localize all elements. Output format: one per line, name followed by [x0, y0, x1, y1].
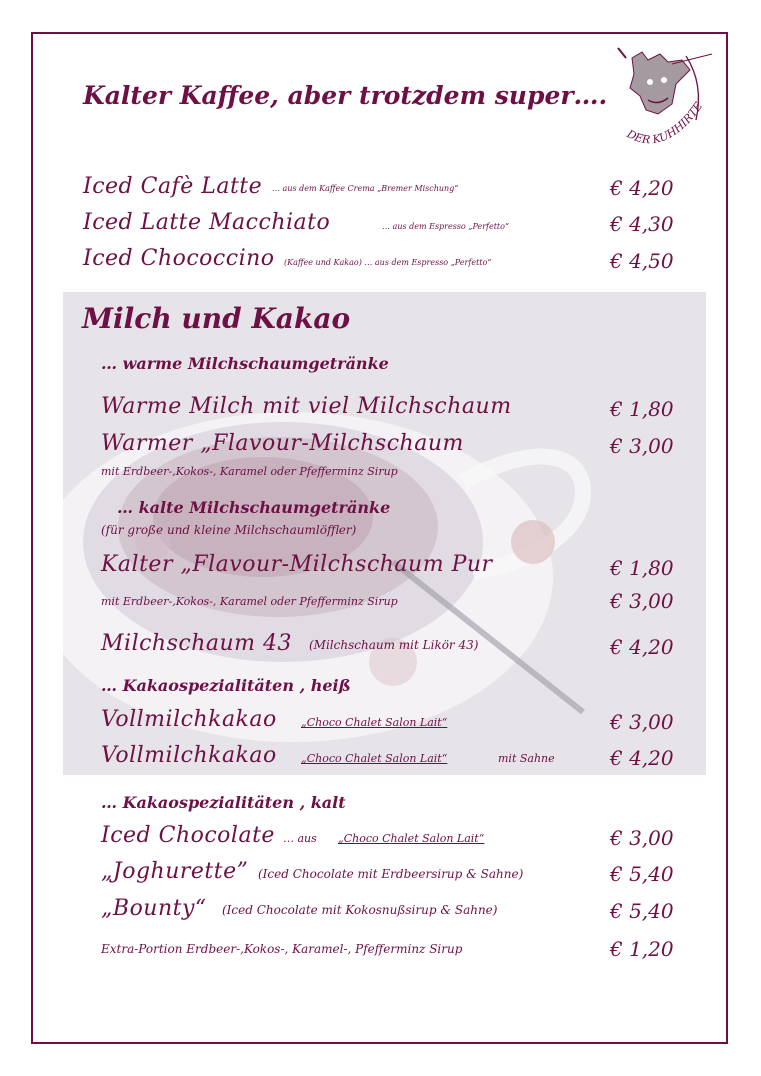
- price-milchschaum-43: € 4,20: [610, 635, 674, 659]
- note-iced-chocolate-pre: … aus: [283, 832, 317, 845]
- price-warme-milch: € 1,80: [610, 397, 674, 421]
- note-cold-subnote: (für große und kleine Milchschaumlöffler): [101, 523, 357, 537]
- price-kalter-flavour: € 1,80: [610, 556, 674, 580]
- price-extra-portion: € 1,20: [610, 937, 674, 961]
- suffix-vollmilchkakao-sahne: mit Sahne: [498, 752, 555, 765]
- note-iced-latte-macchiato: … aus dem Espresso „Perfetto“: [382, 222, 510, 231]
- price-joghurette: € 5,40: [610, 862, 674, 886]
- item-joghurette: „Joghurette”: [101, 859, 249, 884]
- page-title: Kalter Kaffee, aber trotzdem super….: [83, 81, 608, 110]
- note-iced-chococcino: (Kaffee und Kakao) … aus dem Espresso „Perfetto“: [284, 258, 492, 267]
- brand-vollmilchkakao: „Choco Chalet Salon Lait“: [301, 716, 448, 729]
- brand-iced-chocolate: „Choco Chalet Salon Lait“: [338, 832, 485, 845]
- price-iced-chococcino: € 4,50: [610, 249, 674, 273]
- note-bounty: (Iced Chocolate mit Kokosnußsirup & Sahne): [222, 903, 498, 917]
- price-warmer-flavour: € 3,00: [610, 434, 674, 458]
- item-warme-milch: Warme Milch mit viel Milchschaum: [101, 394, 512, 419]
- item-iced-cafe-latte: Iced Cafè Latte: [83, 174, 263, 199]
- price-vollmilchkakao-sahne: € 4,20: [610, 746, 674, 770]
- item-iced-chocolate: Iced Chocolate: [101, 823, 275, 848]
- note-cold-sirup: mit Erdbeer-,Kokos-, Karamel oder Pfefferminz Sirup: [101, 595, 398, 608]
- note-warm-sirup: mit Erdbeer-,Kokos-, Karamel oder Pfefferminz Sirup: [101, 465, 398, 478]
- item-warmer-flavour: Warmer „Flavour-Milchschaum: [101, 431, 464, 456]
- extra-portion: Extra-Portion Erdbeer-,Kokos-, Karamel-, Pfefferminz Sirup: [101, 942, 463, 956]
- item-milchschaum-43: Milchschaum 43: [101, 631, 293, 656]
- heading-cold-cocoa: … Kakaospezialitäten , kalt: [101, 793, 346, 812]
- price-iced-latte-macchiato: € 4,30: [610, 212, 674, 236]
- brand-vollmilchkakao-sahne: „Choco Chalet Salon Lait“: [301, 752, 448, 765]
- note-iced-cafe-latte: … aus dem Kaffee Crema „Bremer Mischung“: [272, 184, 459, 193]
- section-title-milch-kakao: Milch und Kakao: [82, 302, 351, 335]
- item-kalter-flavour: Kalter „Flavour-Milchschaum Pur: [101, 552, 493, 577]
- note-milchschaum-43: (Milchschaum mit Likör 43): [309, 638, 479, 652]
- price-cold-sirup: € 3,00: [610, 589, 674, 613]
- heading-cold: … kalte Milchschaumgetränke: [117, 498, 391, 517]
- kuhhirte-logo: [612, 44, 728, 154]
- heading-hot-cocoa: … Kakaospezialitäten , heiß: [101, 676, 351, 695]
- item-iced-chococcino: Iced Chococcino: [83, 246, 275, 271]
- item-bounty: „Bounty“: [101, 896, 207, 921]
- item-iced-latte-macchiato: Iced Latte Macchiato: [83, 210, 331, 235]
- price-bounty: € 5,40: [610, 899, 674, 923]
- item-vollmilchkakao: Vollmilchkakao: [101, 707, 277, 732]
- heading-warm: … warme Milchschaumgetränke: [101, 354, 389, 373]
- note-joghurette: (Iced Chocolate mit Erdbeersirup & Sahne): [258, 867, 524, 881]
- price-iced-cafe-latte: € 4,20: [610, 176, 674, 200]
- price-iced-chocolate: € 3,00: [610, 826, 674, 850]
- item-vollmilchkakao-sahne: Vollmilchkakao: [101, 743, 277, 768]
- price-vollmilchkakao: € 3,00: [610, 710, 674, 734]
- logo-text: DER KUHHIRTE: [624, 99, 706, 147]
